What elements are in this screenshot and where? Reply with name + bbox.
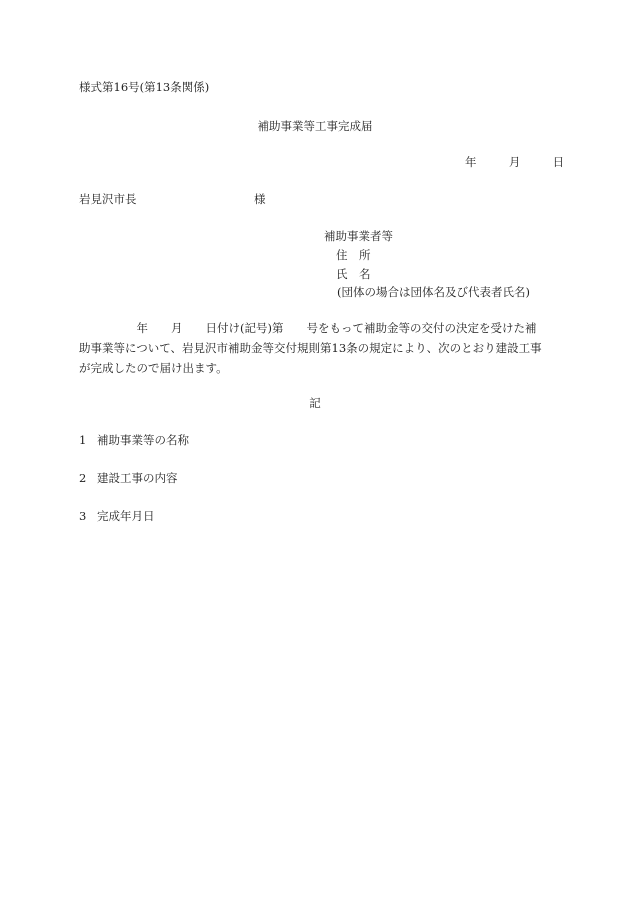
- list-item: [79, 511, 155, 523]
- applicant-name-label: 氏 名: [336, 267, 371, 281]
- body-paragraph: [79, 318, 551, 378]
- addressee-honorific: 様: [254, 192, 266, 206]
- body-line: 年 月 日付け(記号)第 号をもって補助金等の交付の決定を受けた補: [79, 321, 537, 335]
- applicant-heading: 補助事業者等: [324, 229, 393, 243]
- list-item: [79, 435, 189, 447]
- document-title: 補助事業等工事完成届: [257, 119, 373, 133]
- item-label: 建設工事の内容: [97, 471, 178, 485]
- body-line: 助事業等について、岩見沢市補助金等交付規則第13条の規定により、次のとおり建設工事: [79, 341, 542, 355]
- list-item: [79, 473, 178, 485]
- body-line: が完成したので届け出ます。: [79, 361, 228, 375]
- date-year-label: 年: [465, 155, 477, 169]
- date-day-label: 日: [552, 155, 565, 169]
- item-label: 完成年月日: [97, 509, 155, 523]
- item-label: 補助事業等の名称: [97, 433, 189, 447]
- date-month-label: 月: [508, 155, 521, 169]
- item-number: 1: [79, 433, 87, 447]
- item-number: 2: [79, 471, 87, 485]
- form-number: 様式第16号(第13条関係): [79, 80, 210, 94]
- addressee: [79, 192, 266, 206]
- item-number: 3: [79, 509, 87, 523]
- date-line: [465, 157, 564, 169]
- applicant-note: (団体の場合は団体名及び代表者氏名): [337, 285, 530, 299]
- applicant-address-label: 住 所: [336, 248, 371, 262]
- addressee-name: 岩見沢市長: [79, 192, 137, 206]
- ki-heading: 記: [309, 396, 321, 410]
